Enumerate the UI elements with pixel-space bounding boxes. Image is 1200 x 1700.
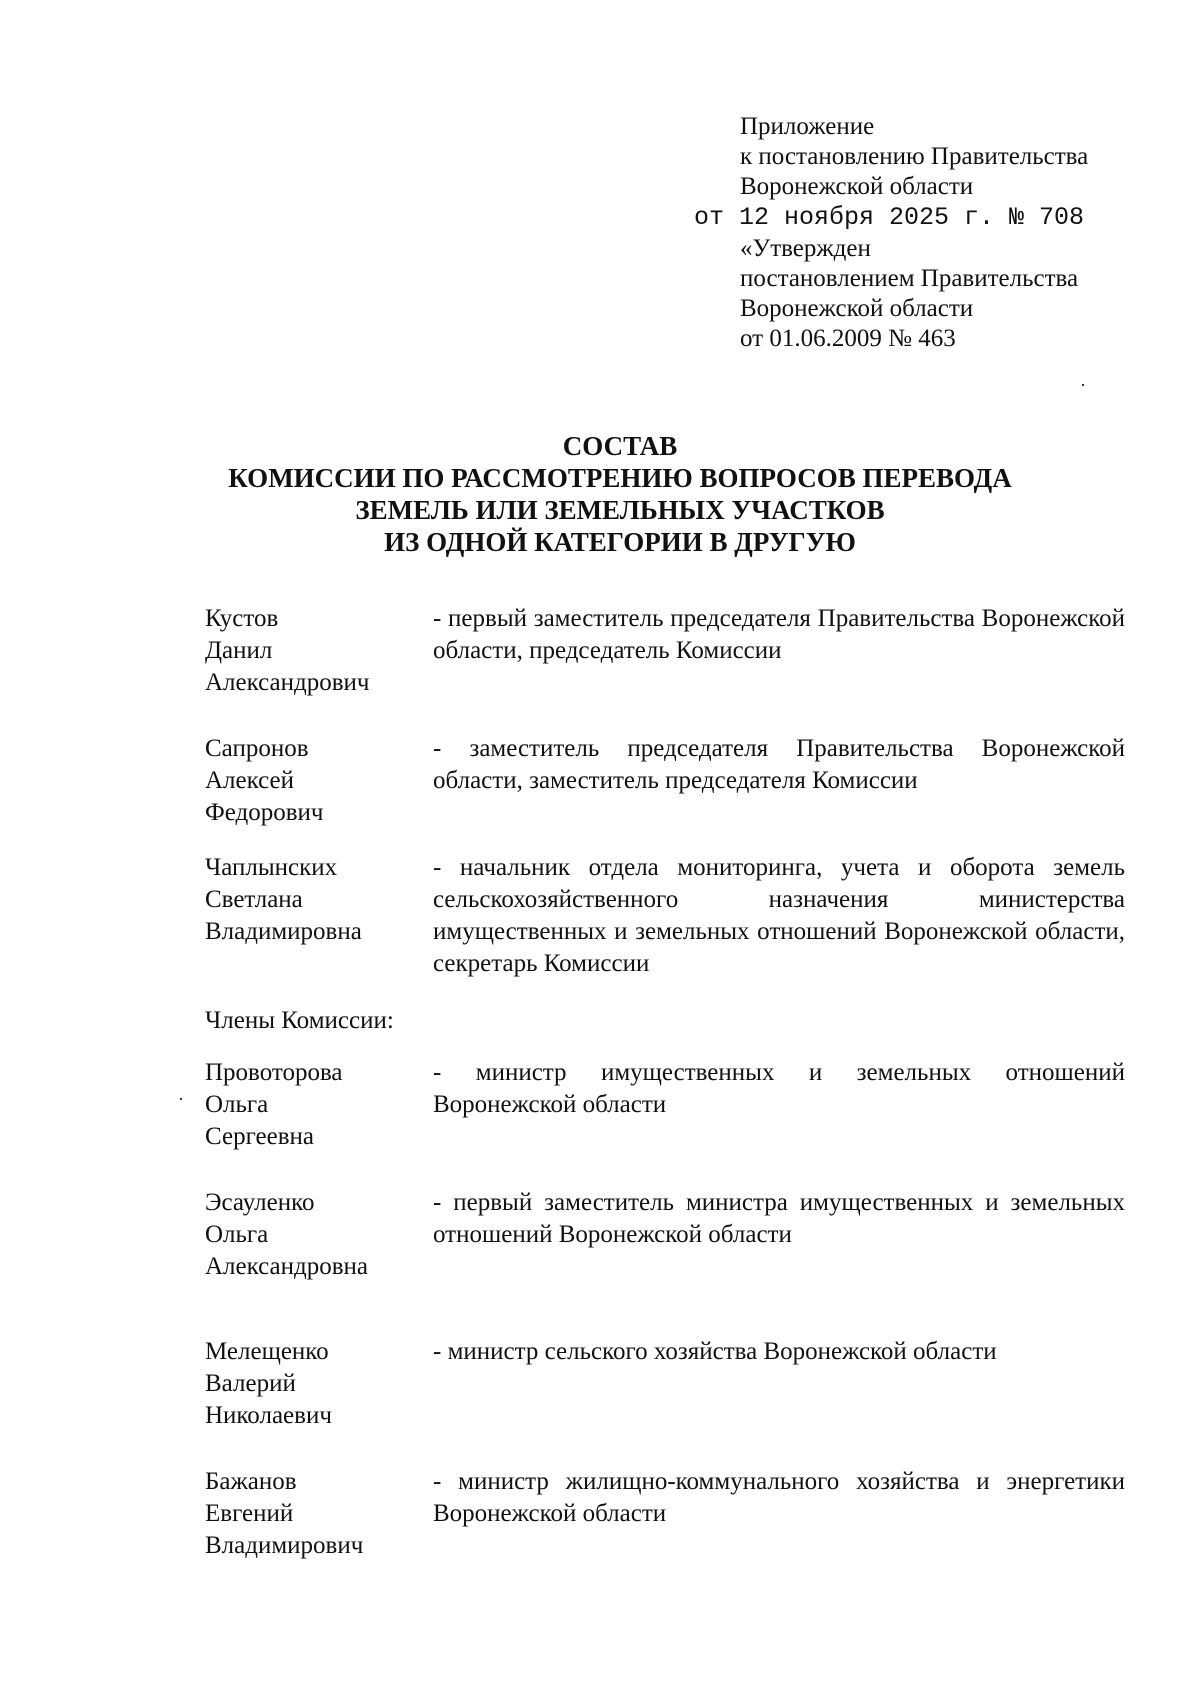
member-role: - первый заместитель министра имущественных и земельных отношений Воронежской области xyxy=(433,1189,1125,1248)
member-role: - первый заместитель председателя Правительства Воронежской области, председатель Комиссии xyxy=(433,605,1125,664)
member-patronymic: Александрович xyxy=(205,669,370,696)
member-role: - министр сельского хозяйства Воронежской области xyxy=(433,1338,997,1365)
member-patronymic: Сергеевна xyxy=(205,1123,314,1150)
member-name xyxy=(205,1057,425,1153)
member-first-name: Светлана xyxy=(205,886,303,913)
scan-speck xyxy=(1082,384,1084,386)
member-patronymic: Федорович xyxy=(205,799,324,826)
member-patronymic: Николаевич xyxy=(205,1402,332,1429)
appendix-date-number: от 12 ноября 2025 г. № 708 xyxy=(694,203,1085,232)
member-name xyxy=(205,1466,425,1562)
member-name xyxy=(205,733,425,829)
member-surname: Кустов xyxy=(205,605,279,632)
member-name xyxy=(205,603,425,699)
appendix-line: к постановлению Правительства xyxy=(740,143,1089,170)
member-role: - министр жилищно-коммунального хозяйства и энергетики Воронежской области xyxy=(433,1468,1125,1527)
member-surname: Мелещенко xyxy=(205,1338,329,1365)
member-surname: Чаплынских xyxy=(205,854,338,881)
member-patronymic: Владимирович xyxy=(205,1532,364,1559)
scan-speck xyxy=(180,1098,182,1100)
appendix-line: Воронежской области xyxy=(740,173,974,200)
appendix-block xyxy=(694,112,1089,354)
appendix-line: от 01.06.2009 № 463 xyxy=(740,325,956,352)
member-surname: Провоторова xyxy=(205,1059,343,1086)
member-first-name: Ольга xyxy=(205,1091,269,1118)
member-first-name: Евгений xyxy=(205,1500,294,1527)
member-role: - министр имущественных и земельных отношений Воронежской области xyxy=(433,1059,1125,1118)
appendix-line: постановлением Правительства xyxy=(740,265,1079,292)
member-patronymic: Владимировна xyxy=(205,918,362,945)
member-first-name: Данил xyxy=(205,637,273,664)
title-line: СОСТАВ xyxy=(562,431,678,461)
appendix-line: Воронежской области xyxy=(740,295,974,322)
member-surname: Сапронов xyxy=(205,735,309,762)
member-name xyxy=(205,1187,425,1283)
member-surname: Бажанов xyxy=(205,1468,297,1495)
member-role: - начальник отдела мониторинга, учета и оборота земель сельскохозяйственного назначения министерства имущественных и земельных отношений Воронежской области, секретарь Комиссии xyxy=(433,854,1125,977)
title-line: ИЗ ОДНОЙ КАТЕГОРИИ В ДРУГУЮ xyxy=(384,527,856,557)
title-line: КОМИССИИ ПО РАССМОТРЕНИЮ ВОПРОСОВ ПЕРЕВОДА xyxy=(228,463,1012,493)
member-name xyxy=(205,852,425,948)
appendix-line: Приложение xyxy=(740,113,875,140)
member-first-name: Алексей xyxy=(205,767,295,794)
member-first-name: Валерий xyxy=(205,1370,296,1397)
document-title xyxy=(0,430,1200,558)
member-patronymic: Александровна xyxy=(205,1253,369,1280)
title-line: ЗЕМЕЛЬ ИЛИ ЗЕМЕЛЬНЫХ УЧАСТКОВ xyxy=(355,495,885,525)
members-label: Члены Комиссии: xyxy=(205,1007,394,1034)
appendix-line: «Утвержден xyxy=(740,235,871,262)
member-name xyxy=(205,1336,425,1432)
member-surname: Эсауленко xyxy=(205,1189,315,1216)
member-first-name: Ольга xyxy=(205,1221,269,1248)
member-role: - заместитель председателя Правительства Воронежской области, заместитель председателя Комиссии xyxy=(433,735,1125,794)
